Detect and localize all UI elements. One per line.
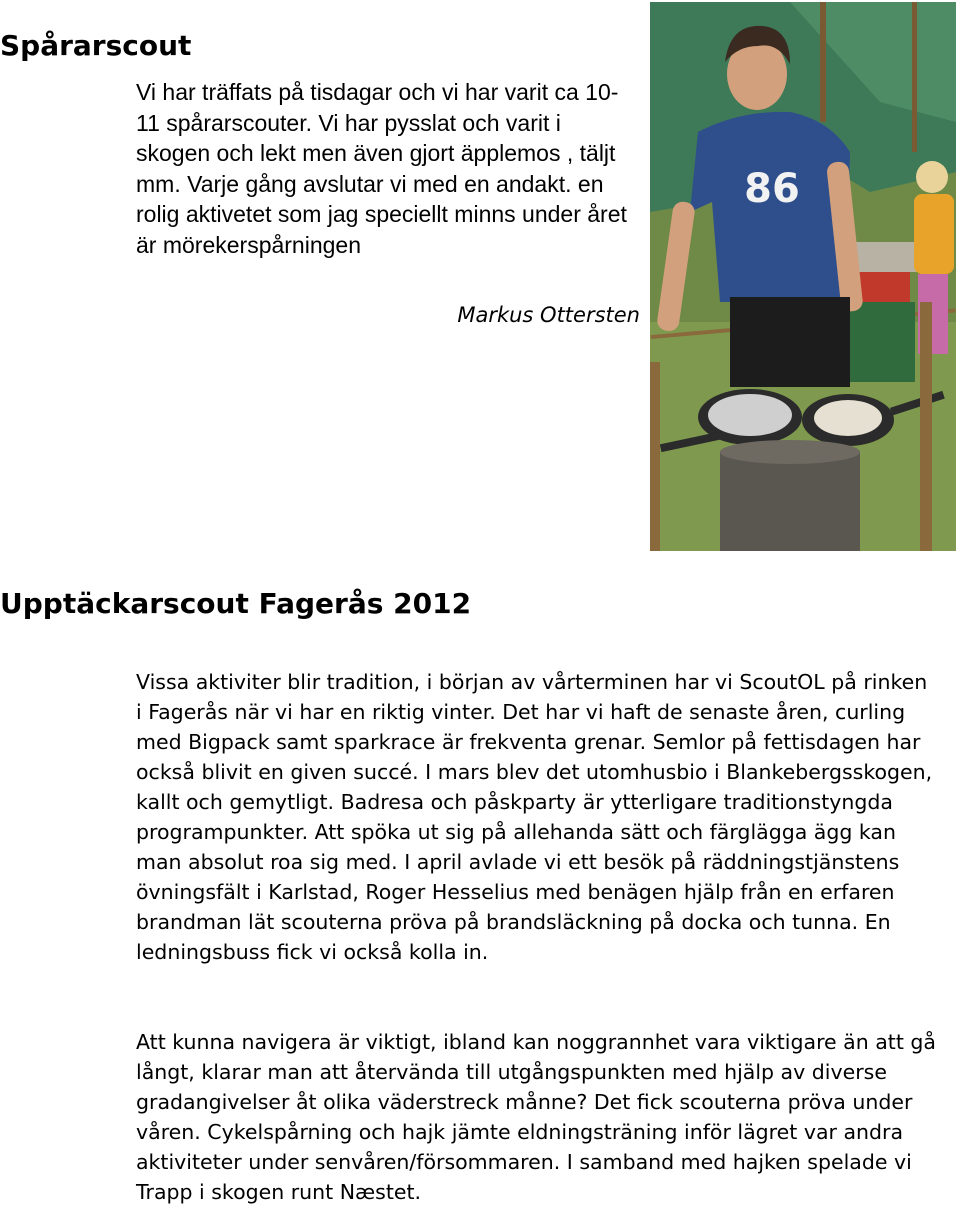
scout-cooking-photo (650, 2, 956, 551)
section-title-sparasscout: Spårarscout (0, 29, 192, 62)
intro-paragraph: Vi har träffats på tisdagar och vi har varit ca 10-11 spårarscouter. Vi har pysslat och varit i skogen och lekt men även gjort äpplemos , täljt mm. Varje gång avslutar vi med en andakt. en rolig aktivetet som jag speciellt minns under året är mörekerspårningen (136, 79, 627, 258)
body-paragraph-2: Att kunna navigera är viktigt, ibland kan noggrannhet vara viktigare än att gå långt, klarar man att återvända till utgångspunkten med hjälp av diverse gradangivelser åt olika väderstreck månne? Det fick scouterna pröva under våren. Cykelspårning och hajk jämte eldningsträning inför lägret var andra aktiviteter under senvåren/försommaren. I samband med hajken spelade vi Trapp i skogen runt Næstet. (136, 1030, 936, 1204)
shirt-print-number: 86 (744, 166, 800, 212)
body-paragraph-1: Vissa aktiviter blir tradition, i början av vårterminen har vi ScoutOL på rinken i Fagerås när vi har en riktig vinter. Det har vi haft de senaste åren, curling med Bigpack samt sparkrace är frekventa grenar. Semlor på fettisdagen har också blivit en given succé. I mars blev det utomhusbio i Blankebergsskogen, kallt och gemytligt. Badresa och påskparty är ytterligare traditionstyngda programpunkter. Att spöka ut sig på allehanda sätt och färglägga ägg kan man absolut roa sig med. I april avlade vi ett besök på räddningstjänstens övningsfält i Karlstad, Roger Hesselius med benägen hjälp från en erfaren brandman lät scouterna pröva på brandsläckning på docka och tunna. En ledningsbuss fick vi också kolla in. (136, 670, 933, 964)
author-signature: Markus Ottersten (457, 303, 640, 327)
section-title-upptackarscout: Upptäckarscout Fagerås 2012 (0, 587, 472, 620)
